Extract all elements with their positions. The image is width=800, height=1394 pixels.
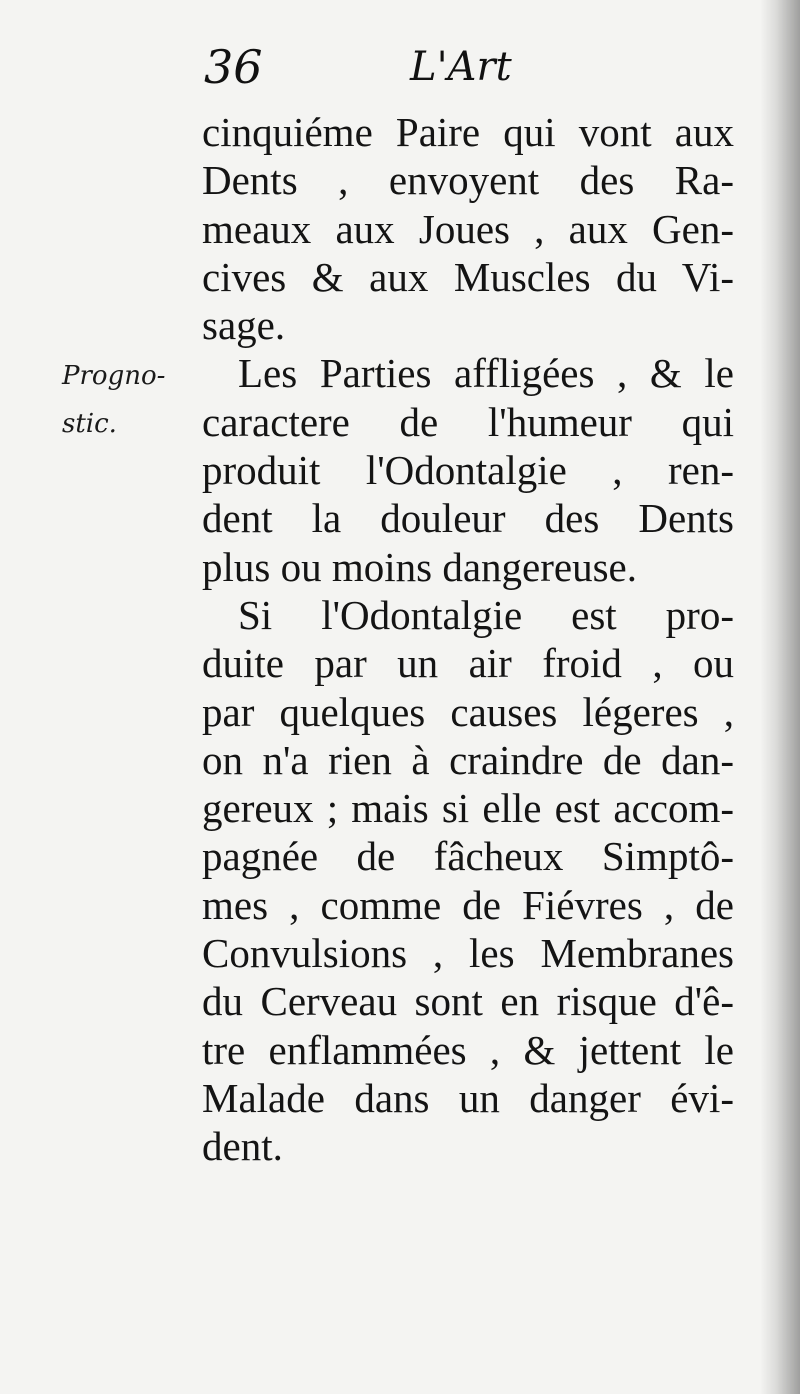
text-line: par quelques causes légeres ,	[202, 688, 734, 735]
page-gutter-shadow	[760, 0, 800, 1394]
text-line: Convulsions , les Membranes	[202, 930, 734, 977]
text-line: mes , comme de Fiévres , de	[202, 881, 734, 928]
text-line: pagnée de fâcheux Simptô-	[202, 833, 734, 880]
text-line: cinquiéme Paire qui vont aux	[202, 109, 734, 155]
text-line: tre enflammées , & jettent le	[202, 1026, 734, 1073]
text-line: cives & aux Muscles du Vi-	[202, 253, 734, 300]
margin-note-line: Progno-	[62, 361, 166, 391]
text-line: dent.	[202, 1123, 283, 1170]
margin-note-line: stic.	[62, 409, 117, 439]
text-line: plus ou moins dangereuse.	[202, 543, 637, 590]
margin-note-prognostic	[62, 352, 165, 448]
text-line: duite par un air froid , ou	[202, 640, 734, 687]
text-line: du Cerveau sont en risque d'ê-	[202, 978, 734, 1025]
text-line: caractere de l'humeur qui	[202, 398, 734, 445]
text-line: produit l'Odontalgie , ren-	[202, 447, 734, 494]
text-line: on n'a rien à craindre de dan-	[202, 736, 734, 783]
text-line: Les Parties affligées , & le	[238, 350, 734, 397]
text-line: Malade dans un danger évi-	[202, 1074, 734, 1121]
text-line: dent la douleur des Dents	[202, 495, 734, 542]
text-line: gereux ; mais si elle est accom-	[202, 785, 734, 832]
page-number: 36	[204, 40, 263, 94]
body-text	[202, 108, 734, 1171]
text-line: Dents , envoyent des Ra-	[202, 157, 734, 204]
text-line: meaux aux Joues , aux Gen-	[202, 205, 734, 252]
running-title: L'Art	[410, 44, 512, 90]
text-line: Si l'Odontalgie est pro-	[238, 591, 734, 638]
text-line: sage.	[202, 302, 286, 349]
page-header	[200, 40, 740, 104]
